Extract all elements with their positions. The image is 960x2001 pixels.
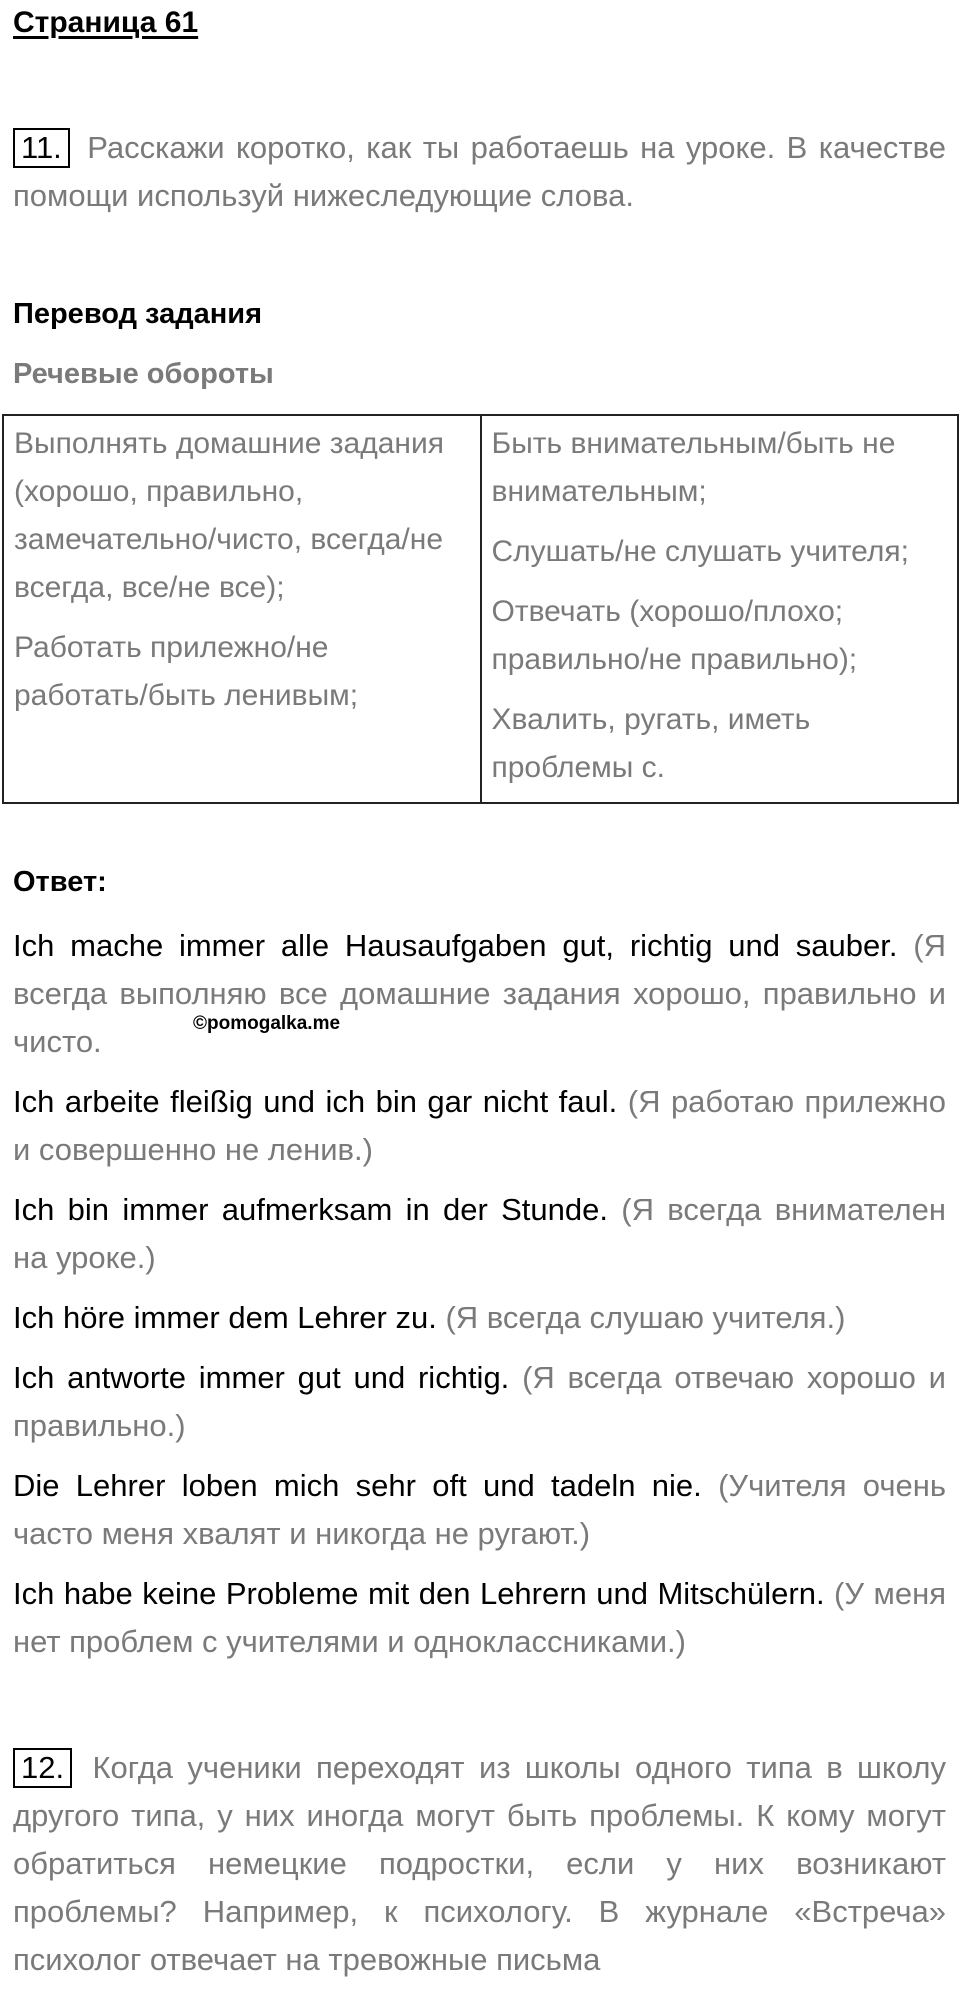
- phrase-item: Слушать/не слушать учителя;: [491, 535, 909, 568]
- phrase-item: Работать прилежно/не работать/быть ленивым;: [14, 631, 359, 712]
- phrase-item: Выполнять домашние задания (хорошо, правильно, замечательно/чисто, всегда/не всегда, все/не все);: [14, 427, 444, 604]
- answer-german: Ich bin immer aufmerksam in der Stunde.: [13, 1192, 608, 1227]
- task-text: Когда ученики переходят из школы одного типа в школу другого типа, у них иногда могут быть проблемы. К кому могут обратиться немецкие подростки, если у них возникают проблемы? Например, к психологу. В журнале «Встреча» психолог отвечает на тревожные письма: [13, 1750, 946, 1977]
- answer-item: [13, 1294, 946, 1342]
- answer-heading: Ответ:: [13, 866, 107, 898]
- answer-russian: (Я всегда внимателен на уроке.): [13, 1192, 947, 1275]
- answer-item: [13, 1078, 946, 1174]
- answer-german: Ich antworte immer gut und richtig.: [13, 1360, 510, 1395]
- phrase-item: Хвалить, ругать, иметь проблемы с.: [491, 703, 811, 784]
- answer-item: [13, 1570, 946, 1666]
- answer-german: Ich arbeite fleißig und ich bin gar nicht faul.: [13, 1084, 618, 1119]
- watermark: ©pomogalka.me: [193, 1013, 341, 1034]
- answer-item: [13, 1354, 946, 1450]
- answer-russian: (У меня нет проблем с учителями и одноклассниками.): [13, 1576, 946, 1659]
- task-12: [13, 1744, 946, 1984]
- answer-russian: (Я всегда выполняю все домашние задания хорошо, правильно и чисто.: [13, 928, 946, 1059]
- task-number-box: 12.: [13, 1748, 72, 1788]
- page-title: Страница 61: [13, 6, 199, 39]
- answer-item: [13, 1186, 946, 1282]
- phrases-left-cell: [3, 415, 481, 803]
- answer-item: [13, 1462, 946, 1558]
- answer-german: Ich mache immer alle Hausaufgaben gut, richtig und sauber.: [13, 928, 898, 963]
- answer-german: Ich habe keine Probleme mit den Lehrern und Mitschülern.: [13, 1576, 825, 1611]
- answer-german: Ich höre immer dem Lehrer zu.: [13, 1300, 437, 1335]
- answers-list: [13, 922, 946, 1678]
- phrase-item: Быть внимательным/быть не внимательным;: [491, 427, 896, 508]
- answer-russian: (Я работаю прилежно и совершенно не ленив.): [13, 1084, 946, 1167]
- task-text: Расскажи коротко, как ты работаешь на уроке. В качестве помощи используй нижеследующие слова.: [13, 130, 946, 213]
- phrases-heading: Речевые обороты: [13, 358, 274, 390]
- task-number-box: 11.: [13, 128, 70, 168]
- answer-russian: (Я всегда слушаю учителя.): [445, 1300, 846, 1335]
- phrases-table: [2, 414, 959, 804]
- answer-german: Die Lehrer loben mich sehr oft und tadeln nie.: [13, 1468, 702, 1503]
- phrases-right-cell: [481, 415, 959, 803]
- answer-item: [13, 922, 946, 1066]
- answer-russian: (Я всегда отвечаю хорошо и правильно.): [13, 1360, 946, 1443]
- task-11: [13, 124, 946, 220]
- answer-russian: (Учителя очень часто меня хвалят и никогда не ругают.): [13, 1468, 947, 1551]
- translation-heading: Перевод задания: [13, 298, 263, 330]
- table-row: [3, 415, 958, 803]
- phrase-item: Отвечать (хорошо/плохо; правильно/не правильно);: [491, 595, 858, 676]
